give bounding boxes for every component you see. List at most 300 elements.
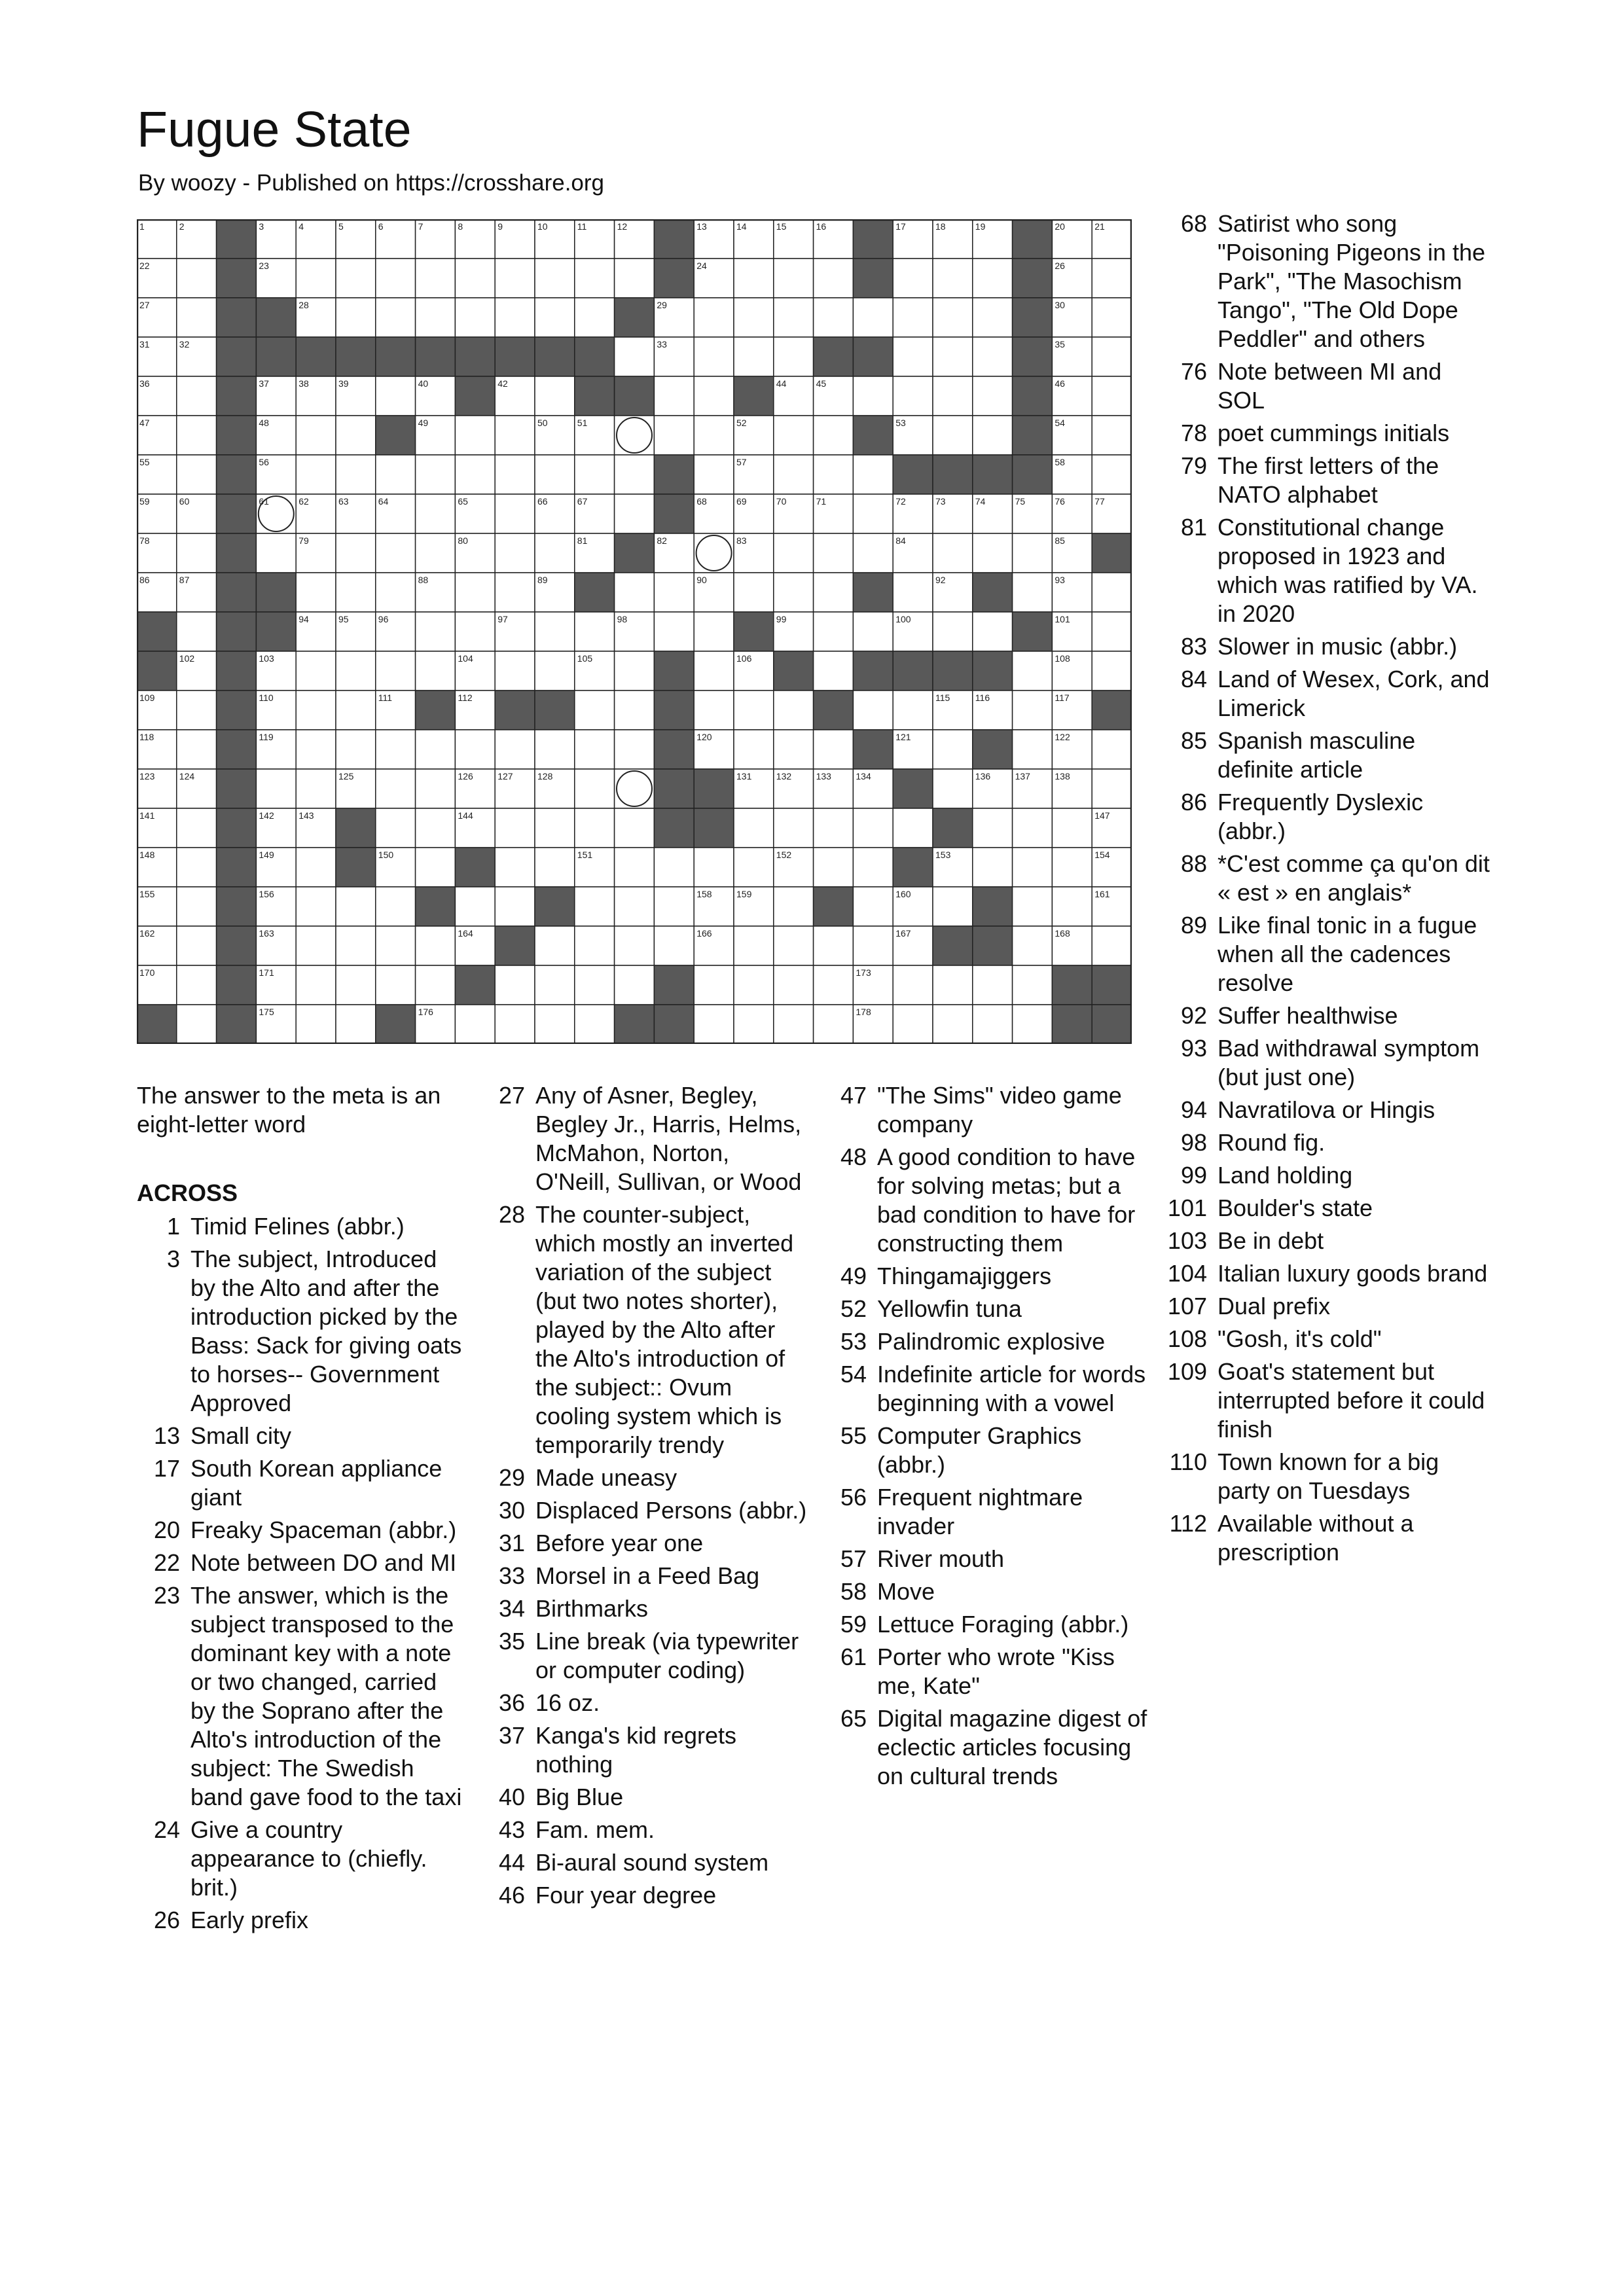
grid-cell[interactable] bbox=[495, 965, 535, 1005]
grid-cell[interactable] bbox=[535, 848, 575, 887]
grid-cell[interactable] bbox=[933, 416, 973, 455]
grid-cell[interactable] bbox=[853, 298, 893, 337]
grid-cell[interactable] bbox=[1013, 730, 1053, 769]
grid-cell[interactable] bbox=[336, 455, 376, 494]
grid-cell[interactable] bbox=[774, 259, 814, 298]
grid-cell[interactable] bbox=[853, 612, 893, 651]
grid-cell[interactable] bbox=[495, 494, 535, 533]
grid-cell[interactable] bbox=[336, 259, 376, 298]
grid-cell[interactable] bbox=[416, 808, 456, 848]
clue-22[interactable] bbox=[137, 1549, 464, 1577]
grid-cell[interactable] bbox=[1013, 926, 1053, 965]
grid-cell[interactable] bbox=[575, 926, 615, 965]
grid-cell[interactable] bbox=[575, 730, 615, 769]
grid-cell[interactable] bbox=[933, 259, 973, 298]
grid-cell[interactable] bbox=[734, 965, 774, 1005]
grid-cell[interactable] bbox=[694, 298, 734, 337]
grid-cell[interactable] bbox=[177, 1005, 217, 1044]
clue-92[interactable] bbox=[1164, 1001, 1491, 1030]
grid-cell[interactable] bbox=[177, 887, 217, 926]
grid-cell[interactable] bbox=[1013, 848, 1053, 887]
grid-cell[interactable] bbox=[814, 533, 854, 573]
grid-cell[interactable] bbox=[1013, 651, 1053, 691]
grid-cell[interactable] bbox=[973, 416, 1013, 455]
grid-cell[interactable] bbox=[774, 730, 814, 769]
grid-cell[interactable] bbox=[177, 730, 217, 769]
grid-cell[interactable] bbox=[853, 887, 893, 926]
grid-cell[interactable] bbox=[734, 1005, 774, 1044]
clue-31[interactable] bbox=[482, 1529, 809, 1558]
grid-cell[interactable] bbox=[177, 455, 217, 494]
grid-cell[interactable] bbox=[933, 376, 973, 416]
grid-cell[interactable] bbox=[654, 848, 694, 887]
grid-cell[interactable] bbox=[575, 455, 615, 494]
clue-103[interactable] bbox=[1164, 1227, 1491, 1255]
clue-57[interactable] bbox=[823, 1545, 1151, 1573]
grid-cell[interactable] bbox=[654, 612, 694, 651]
grid-cell[interactable] bbox=[1013, 887, 1053, 926]
grid-cell[interactable] bbox=[296, 1005, 336, 1044]
clue-23[interactable] bbox=[137, 1581, 464, 1812]
clue-46[interactable] bbox=[482, 1881, 809, 1910]
clue-88[interactable] bbox=[1164, 850, 1491, 907]
clue-83[interactable] bbox=[1164, 632, 1491, 661]
grid-cell[interactable] bbox=[256, 533, 296, 573]
grid-cell[interactable] bbox=[734, 298, 774, 337]
grid-cell[interactable] bbox=[336, 926, 376, 965]
grid-cell[interactable] bbox=[1013, 533, 1053, 573]
grid-cell[interactable] bbox=[1052, 848, 1092, 887]
clue-44[interactable] bbox=[482, 1848, 809, 1877]
clue-48[interactable] bbox=[823, 1143, 1151, 1258]
grid-cell[interactable] bbox=[1092, 298, 1132, 337]
grid-cell[interactable] bbox=[1052, 887, 1092, 926]
grid-cell[interactable] bbox=[376, 769, 416, 808]
grid-cell[interactable] bbox=[893, 298, 933, 337]
grid-cell[interactable] bbox=[1092, 612, 1132, 651]
grid-cell[interactable] bbox=[933, 533, 973, 573]
clue-61[interactable] bbox=[823, 1643, 1151, 1700]
clue-59[interactable] bbox=[823, 1610, 1151, 1639]
grid-cell[interactable] bbox=[615, 848, 655, 887]
clue-17[interactable] bbox=[137, 1454, 464, 1512]
grid-cell[interactable] bbox=[455, 1005, 495, 1044]
grid-cell[interactable] bbox=[177, 612, 217, 651]
grid-cell[interactable] bbox=[455, 730, 495, 769]
grid-cell[interactable] bbox=[615, 573, 655, 612]
grid-cell[interactable] bbox=[495, 259, 535, 298]
clue-76[interactable] bbox=[1164, 357, 1491, 415]
grid-cell[interactable] bbox=[814, 612, 854, 651]
grid-cell[interactable] bbox=[535, 1005, 575, 1044]
grid-cell[interactable] bbox=[973, 808, 1013, 848]
grid-cell[interactable] bbox=[296, 455, 336, 494]
grid-cell[interactable] bbox=[416, 848, 456, 887]
clue-20[interactable] bbox=[137, 1516, 464, 1545]
clue-1[interactable] bbox=[137, 1212, 464, 1241]
grid-cell[interactable] bbox=[575, 965, 615, 1005]
grid-cell[interactable] bbox=[615, 416, 655, 455]
grid-cell[interactable] bbox=[376, 730, 416, 769]
grid-cell[interactable] bbox=[933, 612, 973, 651]
grid-cell[interactable] bbox=[535, 376, 575, 416]
grid-cell[interactable] bbox=[575, 1005, 615, 1044]
grid-cell[interactable] bbox=[853, 808, 893, 848]
grid-cell[interactable] bbox=[535, 965, 575, 1005]
clue-107[interactable] bbox=[1164, 1292, 1491, 1321]
grid-cell[interactable] bbox=[495, 808, 535, 848]
grid-cell[interactable] bbox=[654, 887, 694, 926]
grid-cell[interactable] bbox=[376, 455, 416, 494]
grid-cell[interactable] bbox=[893, 965, 933, 1005]
grid-cell[interactable] bbox=[734, 808, 774, 848]
grid-cell[interactable] bbox=[893, 259, 933, 298]
grid-cell[interactable] bbox=[734, 573, 774, 612]
grid-cell[interactable] bbox=[1052, 808, 1092, 848]
grid-cell[interactable] bbox=[455, 259, 495, 298]
grid-cell[interactable] bbox=[535, 259, 575, 298]
grid-cell[interactable] bbox=[495, 573, 535, 612]
grid-cell[interactable] bbox=[535, 730, 575, 769]
grid-cell[interactable] bbox=[177, 376, 217, 416]
grid-cell[interactable] bbox=[814, 808, 854, 848]
grid-cell[interactable] bbox=[495, 533, 535, 573]
grid-cell[interactable] bbox=[575, 887, 615, 926]
grid-cell[interactable] bbox=[416, 965, 456, 1005]
clue-24[interactable] bbox=[137, 1816, 464, 1902]
grid-cell[interactable] bbox=[933, 887, 973, 926]
clue-26[interactable] bbox=[137, 1906, 464, 1935]
grid-cell[interactable] bbox=[694, 1005, 734, 1044]
grid-cell[interactable] bbox=[734, 730, 774, 769]
grid-cell[interactable] bbox=[774, 573, 814, 612]
clue-85[interactable] bbox=[1164, 726, 1491, 784]
grid-cell[interactable] bbox=[933, 1005, 973, 1044]
grid-cell[interactable] bbox=[376, 376, 416, 416]
clue-101[interactable] bbox=[1164, 1194, 1491, 1223]
grid-cell[interactable] bbox=[296, 965, 336, 1005]
clue-98[interactable] bbox=[1164, 1128, 1491, 1157]
grid-cell[interactable] bbox=[774, 455, 814, 494]
clue-29[interactable] bbox=[482, 1463, 809, 1492]
grid-cell[interactable] bbox=[933, 965, 973, 1005]
grid-cell[interactable] bbox=[814, 965, 854, 1005]
grid-cell[interactable] bbox=[177, 808, 217, 848]
grid-cell[interactable] bbox=[814, 730, 854, 769]
grid-cell[interactable] bbox=[256, 769, 296, 808]
grid-cell[interactable] bbox=[814, 1005, 854, 1044]
clue-30[interactable] bbox=[482, 1496, 809, 1525]
grid-cell[interactable] bbox=[296, 651, 336, 691]
grid-cell[interactable] bbox=[376, 965, 416, 1005]
clue-13[interactable] bbox=[137, 1422, 464, 1450]
grid-cell[interactable] bbox=[734, 926, 774, 965]
grid-cell[interactable] bbox=[376, 926, 416, 965]
grid-cell[interactable] bbox=[774, 298, 814, 337]
clue-112[interactable] bbox=[1164, 1509, 1491, 1567]
grid-cell[interactable] bbox=[1092, 769, 1132, 808]
grid-cell[interactable] bbox=[336, 691, 376, 730]
grid-cell[interactable] bbox=[615, 337, 655, 376]
grid-cell[interactable] bbox=[495, 730, 535, 769]
grid-cell[interactable] bbox=[177, 259, 217, 298]
grid-cell[interactable] bbox=[973, 298, 1013, 337]
grid-cell[interactable] bbox=[1092, 259, 1132, 298]
grid-cell[interactable] bbox=[973, 259, 1013, 298]
grid-cell[interactable] bbox=[1092, 455, 1132, 494]
grid-cell[interactable] bbox=[296, 848, 336, 887]
grid-cell[interactable] bbox=[734, 848, 774, 887]
grid-cell[interactable] bbox=[296, 769, 336, 808]
clue-33[interactable] bbox=[482, 1562, 809, 1590]
grid-cell[interactable] bbox=[853, 691, 893, 730]
grid-cell[interactable] bbox=[615, 259, 655, 298]
grid-cell[interactable] bbox=[535, 926, 575, 965]
grid-cell[interactable] bbox=[495, 416, 535, 455]
grid-cell[interactable] bbox=[615, 651, 655, 691]
grid-cell[interactable] bbox=[814, 848, 854, 887]
grid-cell[interactable] bbox=[933, 337, 973, 376]
grid-cell[interactable] bbox=[853, 376, 893, 416]
crossword-grid[interactable] bbox=[137, 219, 1132, 1044]
clue-56[interactable] bbox=[823, 1483, 1151, 1541]
grid-cell[interactable] bbox=[535, 612, 575, 651]
clue-3[interactable] bbox=[137, 1245, 464, 1418]
grid-cell[interactable] bbox=[774, 691, 814, 730]
grid-cell[interactable] bbox=[177, 533, 217, 573]
grid-cell[interactable] bbox=[1013, 1005, 1053, 1044]
grid-cell[interactable] bbox=[774, 533, 814, 573]
grid-cell[interactable] bbox=[376, 887, 416, 926]
grid-cell[interactable] bbox=[774, 887, 814, 926]
grid-cell[interactable] bbox=[694, 848, 734, 887]
grid-cell[interactable] bbox=[933, 298, 973, 337]
grid-cell[interactable] bbox=[416, 298, 456, 337]
clue-110[interactable] bbox=[1164, 1448, 1491, 1505]
grid-cell[interactable] bbox=[893, 691, 933, 730]
grid-cell[interactable] bbox=[416, 926, 456, 965]
grid-cell[interactable] bbox=[774, 808, 814, 848]
grid-cell[interactable] bbox=[853, 848, 893, 887]
grid-cell[interactable] bbox=[734, 691, 774, 730]
grid-cell[interactable] bbox=[416, 455, 456, 494]
grid-cell[interactable] bbox=[774, 926, 814, 965]
clue-35[interactable] bbox=[482, 1627, 809, 1685]
grid-cell[interactable] bbox=[814, 573, 854, 612]
grid-cell[interactable] bbox=[575, 808, 615, 848]
grid-cell[interactable] bbox=[535, 298, 575, 337]
grid-cell[interactable] bbox=[336, 533, 376, 573]
grid-cell[interactable] bbox=[495, 651, 535, 691]
grid-cell[interactable] bbox=[893, 1005, 933, 1044]
grid-cell[interactable] bbox=[296, 573, 336, 612]
grid-cell[interactable] bbox=[1092, 926, 1132, 965]
grid-cell[interactable] bbox=[694, 965, 734, 1005]
grid-cell[interactable] bbox=[615, 691, 655, 730]
clue-37[interactable] bbox=[482, 1721, 809, 1779]
clue-40[interactable] bbox=[482, 1783, 809, 1812]
grid-cell[interactable] bbox=[296, 416, 336, 455]
grid-cell[interactable] bbox=[177, 848, 217, 887]
clue-104[interactable] bbox=[1164, 1259, 1491, 1288]
grid-cell[interactable] bbox=[615, 494, 655, 533]
clue-43[interactable] bbox=[482, 1816, 809, 1844]
grid-cell[interactable] bbox=[1092, 651, 1132, 691]
clue-81[interactable] bbox=[1164, 513, 1491, 628]
grid-cell[interactable] bbox=[416, 533, 456, 573]
grid-cell[interactable] bbox=[495, 298, 535, 337]
grid-cell[interactable] bbox=[336, 298, 376, 337]
grid-cell[interactable] bbox=[416, 730, 456, 769]
grid-cell[interactable] bbox=[694, 416, 734, 455]
grid-cell[interactable] bbox=[336, 730, 376, 769]
grid-cell[interactable] bbox=[774, 416, 814, 455]
grid-canvas[interactable] bbox=[137, 219, 1132, 1044]
grid-cell[interactable] bbox=[336, 887, 376, 926]
grid-cell[interactable] bbox=[376, 651, 416, 691]
grid-cell[interactable] bbox=[455, 612, 495, 651]
grid-cell[interactable] bbox=[296, 730, 336, 769]
clue-108[interactable] bbox=[1164, 1325, 1491, 1354]
grid-cell[interactable] bbox=[814, 259, 854, 298]
grid-cell[interactable] bbox=[177, 926, 217, 965]
grid-cell[interactable] bbox=[853, 455, 893, 494]
grid-cell[interactable] bbox=[455, 455, 495, 494]
grid-cell[interactable] bbox=[575, 298, 615, 337]
grid-cell[interactable] bbox=[455, 573, 495, 612]
grid-cell[interactable] bbox=[694, 691, 734, 730]
grid-cell[interactable] bbox=[416, 769, 456, 808]
clue-94[interactable] bbox=[1164, 1096, 1491, 1124]
grid-cell[interactable] bbox=[177, 691, 217, 730]
clue-34[interactable] bbox=[482, 1594, 809, 1623]
grid-cell[interactable] bbox=[336, 416, 376, 455]
grid-cell[interactable] bbox=[416, 651, 456, 691]
clue-52[interactable] bbox=[823, 1295, 1151, 1323]
grid-cell[interactable] bbox=[1092, 376, 1132, 416]
grid-cell[interactable] bbox=[296, 691, 336, 730]
grid-cell[interactable] bbox=[814, 651, 854, 691]
grid-cell[interactable] bbox=[654, 376, 694, 416]
grid-cell[interactable] bbox=[814, 926, 854, 965]
grid-cell[interactable] bbox=[416, 259, 456, 298]
grid-cell[interactable] bbox=[893, 808, 933, 848]
grid-cell[interactable] bbox=[893, 337, 933, 376]
grid-cell[interactable] bbox=[694, 337, 734, 376]
grid-cell[interactable] bbox=[694, 376, 734, 416]
grid-cell[interactable] bbox=[973, 533, 1013, 573]
clue-99[interactable] bbox=[1164, 1161, 1491, 1190]
clue-53[interactable] bbox=[823, 1327, 1151, 1356]
clue-68[interactable] bbox=[1164, 209, 1491, 353]
grid-cell[interactable] bbox=[1092, 416, 1132, 455]
grid-cell[interactable] bbox=[455, 298, 495, 337]
grid-cell[interactable] bbox=[615, 926, 655, 965]
grid-cell[interactable] bbox=[814, 298, 854, 337]
clue-54[interactable] bbox=[823, 1360, 1151, 1418]
grid-cell[interactable] bbox=[973, 337, 1013, 376]
grid-cell[interactable] bbox=[1092, 730, 1132, 769]
grid-cell[interactable] bbox=[177, 298, 217, 337]
clue-93[interactable] bbox=[1164, 1034, 1491, 1092]
grid-cell[interactable] bbox=[376, 808, 416, 848]
grid-cell[interactable] bbox=[177, 965, 217, 1005]
grid-cell[interactable] bbox=[376, 533, 416, 573]
grid-cell[interactable] bbox=[774, 1005, 814, 1044]
grid-cell[interactable] bbox=[973, 1005, 1013, 1044]
grid-cell[interactable] bbox=[535, 651, 575, 691]
grid-cell[interactable] bbox=[376, 298, 416, 337]
grid-cell[interactable] bbox=[853, 494, 893, 533]
grid-cell[interactable] bbox=[734, 259, 774, 298]
grid-cell[interactable] bbox=[615, 808, 655, 848]
clue-89[interactable] bbox=[1164, 911, 1491, 997]
grid-cell[interactable] bbox=[933, 769, 973, 808]
grid-cell[interactable] bbox=[535, 808, 575, 848]
clue-79[interactable] bbox=[1164, 452, 1491, 509]
clue-47[interactable] bbox=[823, 1081, 1151, 1139]
grid-cell[interactable] bbox=[973, 376, 1013, 416]
grid-cell[interactable] bbox=[296, 259, 336, 298]
grid-cell[interactable] bbox=[296, 926, 336, 965]
grid-cell[interactable] bbox=[336, 651, 376, 691]
grid-cell[interactable] bbox=[973, 965, 1013, 1005]
grid-cell[interactable] bbox=[615, 730, 655, 769]
grid-cell[interactable] bbox=[694, 533, 734, 573]
grid-cell[interactable] bbox=[336, 965, 376, 1005]
clue-86[interactable] bbox=[1164, 788, 1491, 846]
grid-cell[interactable] bbox=[336, 573, 376, 612]
clue-36[interactable] bbox=[482, 1689, 809, 1717]
clue-109[interactable] bbox=[1164, 1357, 1491, 1444]
grid-cell[interactable] bbox=[814, 455, 854, 494]
grid-cell[interactable] bbox=[495, 848, 535, 887]
grid-cell[interactable] bbox=[296, 887, 336, 926]
clue-65[interactable] bbox=[823, 1704, 1151, 1791]
grid-cell[interactable] bbox=[654, 573, 694, 612]
grid-cell[interactable] bbox=[853, 926, 893, 965]
grid-cell[interactable] bbox=[973, 612, 1013, 651]
grid-cell[interactable] bbox=[814, 416, 854, 455]
grid-cell[interactable] bbox=[575, 612, 615, 651]
grid-cell[interactable] bbox=[495, 887, 535, 926]
grid-cell[interactable] bbox=[615, 455, 655, 494]
grid-cell[interactable] bbox=[654, 926, 694, 965]
grid-cell[interactable] bbox=[973, 848, 1013, 887]
grid-cell[interactable] bbox=[495, 1005, 535, 1044]
grid-cell[interactable] bbox=[734, 337, 774, 376]
grid-cell[interactable] bbox=[575, 691, 615, 730]
grid-cell[interactable] bbox=[535, 455, 575, 494]
clue-58[interactable] bbox=[823, 1577, 1151, 1606]
grid-cell[interactable] bbox=[376, 259, 416, 298]
clue-55[interactable] bbox=[823, 1422, 1151, 1479]
grid-cell[interactable] bbox=[615, 965, 655, 1005]
grid-cell[interactable] bbox=[495, 455, 535, 494]
grid-cell[interactable] bbox=[575, 769, 615, 808]
grid-cell[interactable] bbox=[615, 887, 655, 926]
grid-cell[interactable] bbox=[535, 533, 575, 573]
grid-cell[interactable] bbox=[694, 612, 734, 651]
grid-cell[interactable] bbox=[455, 887, 495, 926]
grid-cell[interactable] bbox=[1013, 965, 1053, 1005]
grid-cell[interactable] bbox=[416, 494, 456, 533]
grid-cell[interactable] bbox=[654, 416, 694, 455]
grid-cell[interactable] bbox=[376, 573, 416, 612]
clue-27[interactable] bbox=[482, 1081, 809, 1196]
grid-cell[interactable] bbox=[1013, 808, 1053, 848]
clue-49[interactable] bbox=[823, 1262, 1151, 1291]
